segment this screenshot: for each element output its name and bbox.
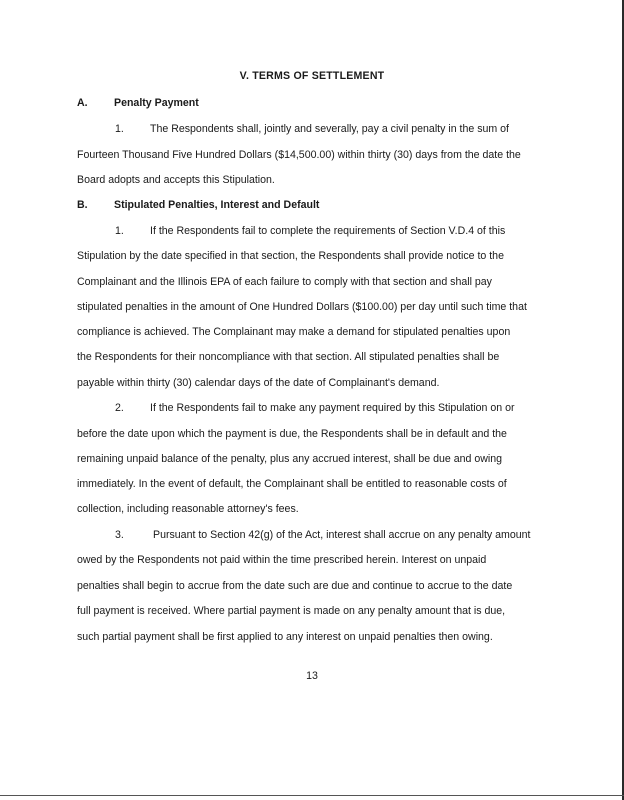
page-number: 13 <box>306 670 318 682</box>
paragraph-a1-line: The Respondents shall, jointly and severally, pay a civil penalty in the sum of <box>150 123 510 135</box>
paragraph-b2-line: before the date upon which the payment is due, the Respondents shall be in default and the <box>77 428 507 440</box>
paragraph-b1-line: payable within thirty (30) calendar days of the date of Complainant's demand. <box>77 377 440 389</box>
paragraph-b3-line: full payment is received. Where partial payment is made on any penalty amount that is due, <box>77 605 506 617</box>
paragraph-b3-line: penalties shall begin to accrue from the date such are due and continue to accrue to the date <box>77 580 513 592</box>
paragraph-b1-number: 1. <box>115 225 124 237</box>
paragraph-b1-line: stipulated penalties in the amount of One Hundred Dollars ($100.00) per day until such time that <box>77 301 527 313</box>
paragraph-b3-line: such partial payment shall be first applied to any interest on unpaid penalties then owing. <box>77 631 493 643</box>
paragraph-a1-line: Fourteen Thousand Five Hundred Dollars ($14,500.00) within thirty (30) days from the date the <box>77 149 521 161</box>
paragraph-a1-number: 1. <box>115 123 124 135</box>
section-a-title: Penalty Payment <box>114 97 199 109</box>
paragraph-b1-line: If the Respondents fail to complete the requirements of Section V.D.4 of this <box>150 225 506 237</box>
section-title: V. TERMS OF SETTLEMENT <box>239 70 385 82</box>
paragraph-b3-line: Pursuant to Section 42(g) of the Act, interest shall accrue on any penalty amount <box>153 529 531 541</box>
paragraph-a1-line: Board adopts and accepts this Stipulation. <box>77 174 275 186</box>
paragraph-b1-line: Stipulation by the date specified in that section, the Respondents shall provide notice to the <box>77 250 504 262</box>
paragraph-b2-line: collection, including reasonable attorney's fees. <box>77 503 299 515</box>
section-a-label: A. <box>77 97 88 109</box>
paragraph-b2-number: 2. <box>115 402 124 414</box>
paragraph-b2-line: If the Respondents fail to make any payment required by this Stipulation on or <box>150 402 515 414</box>
section-b-label: B. <box>77 199 88 211</box>
paragraph-b2-line: remaining unpaid balance of the penalty, plus any accrued interest, shall be due and owing <box>77 453 503 465</box>
paragraph-b1-line: the Respondents for their noncompliance with that section. All stipulated penalties shall be <box>77 351 500 363</box>
scan-edge-bottom <box>0 795 624 796</box>
paragraph-b2-line: immediately. In the event of default, the Complainant shall be entitled to reasonable costs of <box>77 478 507 490</box>
section-b-title: Stipulated Penalties, Interest and Default <box>114 199 320 211</box>
paragraph-b1-line: compliance is achieved. The Complainant may make a demand for stipulated penalties upon <box>77 326 511 338</box>
paragraph-b3-line: owed by the Respondents not paid within the time prescribed herein. Interest on unpaid <box>77 554 487 566</box>
paragraph-b3-number: 3. <box>115 529 124 541</box>
paragraph-b1-line: Complainant and the Illinois EPA of each failure to comply with that section and shall pay <box>77 276 492 288</box>
